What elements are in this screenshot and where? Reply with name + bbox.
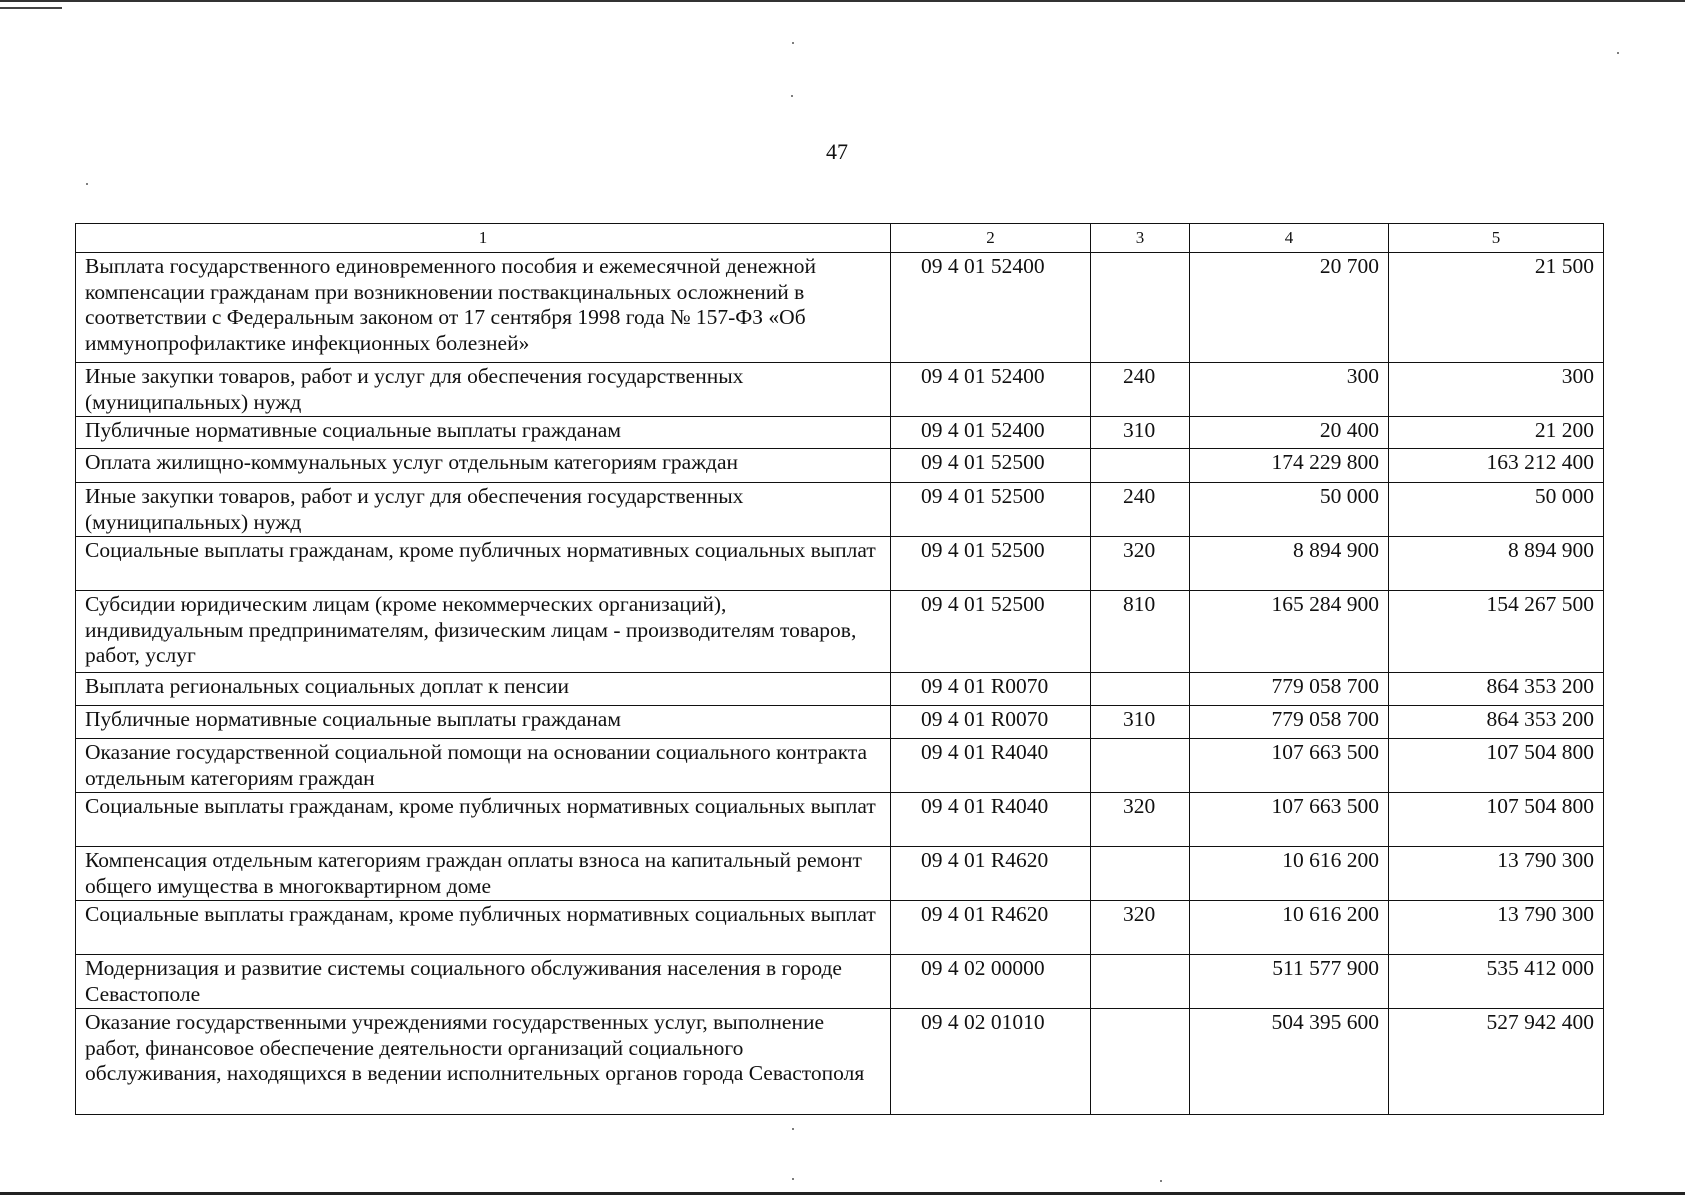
item-value-col5: 13 790 300	[1389, 901, 1604, 955]
item-code: 09 4 02 00000	[891, 955, 1091, 1009]
item-value-col5: 527 942 400	[1389, 1009, 1604, 1115]
item-name: Оплата жилищно-коммунальных услуг отдельным категориям граждан	[76, 449, 891, 483]
item-expense-type	[1091, 253, 1190, 363]
item-name: Модернизация и развитие системы социального обслуживания населения в городе Севастополе	[76, 955, 891, 1009]
table-row	[76, 1009, 1604, 1115]
item-value-col4: 174 229 800	[1190, 449, 1389, 483]
item-expense-type	[1091, 673, 1190, 706]
item-value-col4: 8 894 900	[1190, 537, 1389, 591]
item-value-col5: 107 504 800	[1389, 739, 1604, 793]
column-header: 3	[1091, 224, 1190, 253]
table-row	[76, 591, 1604, 673]
page-number: 47	[826, 139, 848, 164]
item-value-col5: 50 000	[1389, 483, 1604, 537]
item-value-col4: 779 058 700	[1190, 706, 1389, 739]
item-code: 09 4 01 R0070	[891, 706, 1091, 739]
column-header: 4	[1190, 224, 1389, 253]
item-expense-type	[1091, 955, 1190, 1009]
item-code: 09 4 01 52500	[891, 591, 1091, 673]
item-name: Иные закупки товаров, работ и услуг для обеспечения государственных (муниципальных) нужд	[76, 483, 891, 537]
item-expense-type: 310	[1091, 417, 1190, 449]
scan-speck	[791, 95, 793, 97]
table-row	[76, 483, 1604, 537]
item-name: Субсидии юридическим лицам (кроме некоммерческих организаций), индивидуальным предпринимателям, физическим лицам - производителям товаров, работ, услуг	[76, 591, 891, 673]
item-name: Выплата региональных социальных доплат к пенсии	[76, 673, 891, 706]
item-name: Публичные нормативные социальные выплаты гражданам	[76, 417, 891, 449]
scan-edge-top	[0, 0, 1685, 2]
table-row	[76, 955, 1604, 1009]
item-name: Социальные выплаты гражданам, кроме публичных нормативных социальных выплат	[76, 793, 891, 847]
item-value-col4: 20 400	[1190, 417, 1389, 449]
table-row	[76, 417, 1604, 449]
item-code: 09 4 01 R0070	[891, 673, 1091, 706]
item-value-col4: 300	[1190, 363, 1389, 417]
scan-speck	[792, 1128, 794, 1130]
item-code: 09 4 01 52500	[891, 449, 1091, 483]
item-name: Социальные выплаты гражданам, кроме публичных нормативных социальных выплат	[76, 537, 891, 591]
scan-speck	[792, 42, 794, 44]
item-name: Иные закупки товаров, работ и услуг для обеспечения государственных (муниципальных) нужд	[76, 363, 891, 417]
item-value-col4: 50 000	[1190, 483, 1389, 537]
item-expense-type: 310	[1091, 706, 1190, 739]
item-code: 09 4 01 R4040	[891, 739, 1091, 793]
item-expense-type: 810	[1091, 591, 1190, 673]
table-row	[76, 253, 1604, 363]
item-value-col5: 8 894 900	[1389, 537, 1604, 591]
scan-edge-bottom	[0, 1192, 1685, 1195]
item-code: 09 4 01 R4040	[891, 793, 1091, 847]
item-code: 09 4 01 52400	[891, 253, 1091, 363]
item-value-col4: 165 284 900	[1190, 591, 1389, 673]
item-expense-type: 320	[1091, 901, 1190, 955]
table-row	[76, 673, 1604, 706]
table-row	[76, 706, 1604, 739]
table-row	[76, 363, 1604, 417]
table-row	[76, 449, 1604, 483]
table-row	[76, 537, 1604, 591]
item-value-col5: 107 504 800	[1389, 793, 1604, 847]
item-name: Оказание государственными учреждениями государственных услуг, выполнение работ, финансовое обеспечение деятельности организаций социального обслуживания, находящихся в ведении исполнительных органов города Севастополя	[76, 1009, 891, 1115]
table-row	[76, 847, 1604, 901]
item-value-col4: 107 663 500	[1190, 793, 1389, 847]
item-value-col5: 300	[1389, 363, 1604, 417]
column-header: 2	[891, 224, 1091, 253]
item-code: 09 4 01 52400	[891, 417, 1091, 449]
item-value-col4: 511 577 900	[1190, 955, 1389, 1009]
item-code: 09 4 01 R4620	[891, 847, 1091, 901]
item-expense-type	[1091, 1009, 1190, 1115]
item-code: 09 4 01 52500	[891, 537, 1091, 591]
item-value-col4: 107 663 500	[1190, 739, 1389, 793]
item-value-col5: 21 500	[1389, 253, 1604, 363]
table-row	[76, 901, 1604, 955]
item-value-col4: 504 395 600	[1190, 1009, 1389, 1115]
item-expense-type	[1091, 739, 1190, 793]
item-value-col5: 21 200	[1389, 417, 1604, 449]
item-value-col5: 154 267 500	[1389, 591, 1604, 673]
column-header: 5	[1389, 224, 1604, 253]
item-name: Оказание государственной социальной помощи на основании социального контракта отдельным категориям граждан	[76, 739, 891, 793]
header-row	[76, 224, 1604, 253]
item-expense-type: 320	[1091, 537, 1190, 591]
item-value-col4: 779 058 700	[1190, 673, 1389, 706]
scan-speck	[792, 1178, 794, 1180]
item-code: 09 4 01 R4620	[891, 901, 1091, 955]
item-value-col4: 20 700	[1190, 253, 1389, 363]
item-code: 09 4 01 52400	[891, 363, 1091, 417]
scan-edge-mark	[0, 7, 62, 9]
item-value-col4: 10 616 200	[1190, 847, 1389, 901]
item-value-col5: 864 353 200	[1389, 706, 1604, 739]
item-value-col5: 13 790 300	[1389, 847, 1604, 901]
item-expense-type: 240	[1091, 483, 1190, 537]
item-value-col5: 535 412 000	[1389, 955, 1604, 1009]
item-name: Компенсация отдельным категориям граждан оплаты взноса на капитальный ремонт общего имущества в многоквартирном доме	[76, 847, 891, 901]
table-row	[76, 793, 1604, 847]
column-header: 1	[76, 224, 891, 253]
item-expense-type: 320	[1091, 793, 1190, 847]
item-expense-type	[1091, 847, 1190, 901]
scan-speck	[1617, 52, 1619, 54]
scan-speck	[86, 183, 88, 185]
item-value-col4: 10 616 200	[1190, 901, 1389, 955]
budget-table	[75, 223, 1604, 1115]
item-name: Публичные нормативные социальные выплаты гражданам	[76, 706, 891, 739]
item-value-col5: 163 212 400	[1389, 449, 1604, 483]
item-name: Социальные выплаты гражданам, кроме публичных нормативных социальных выплат	[76, 901, 891, 955]
item-expense-type	[1091, 449, 1190, 483]
item-code: 09 4 01 52500	[891, 483, 1091, 537]
scan-speck	[1160, 1180, 1162, 1182]
item-expense-type: 240	[1091, 363, 1190, 417]
item-value-col5: 864 353 200	[1389, 673, 1604, 706]
table-row	[76, 739, 1604, 793]
item-name: Выплата государственного единовременного пособия и ежемесячной денежной компенсации гражданам при возникновении поствакцинальных осложнений в соответствии с Федеральным законом от 17 сентября 1998 года № 157-ФЗ «Об иммунопрофилактике инфекционных болезней»	[76, 253, 891, 363]
item-code: 09 4 02 01010	[891, 1009, 1091, 1115]
